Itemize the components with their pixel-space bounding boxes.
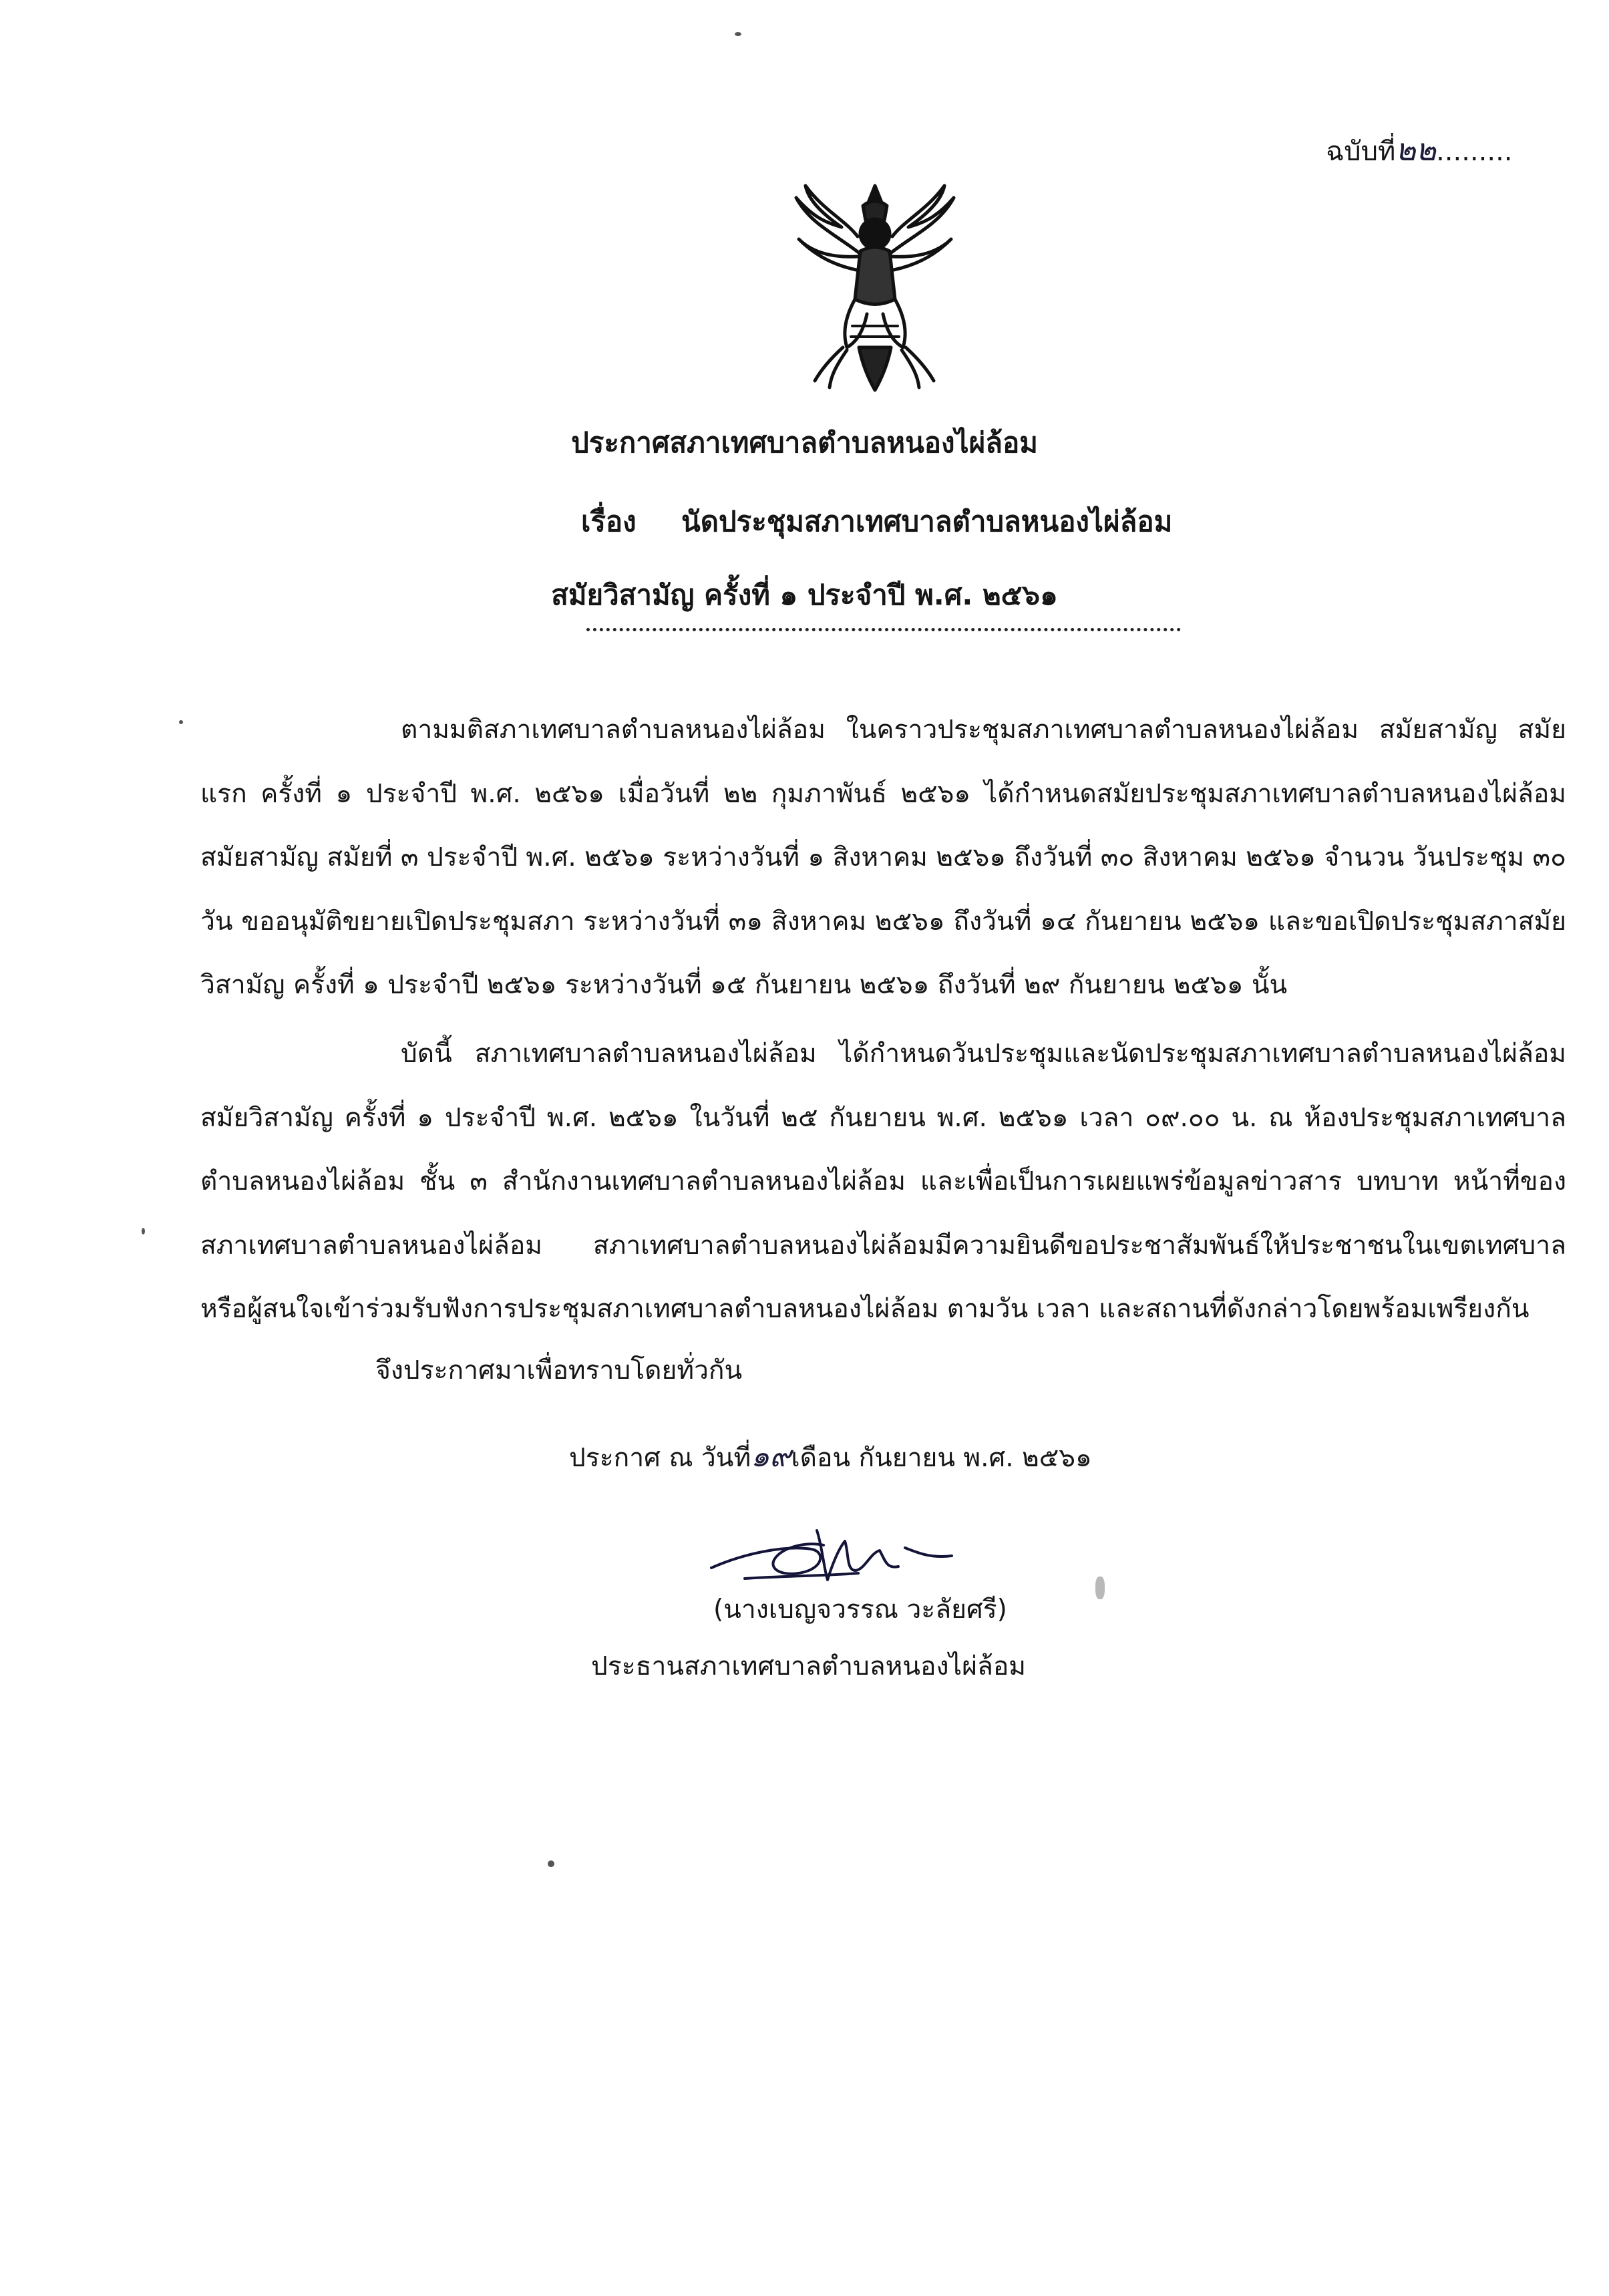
scan-speck: [142, 1228, 145, 1235]
scan-speck: [1095, 1577, 1105, 1599]
date-suffix: เดือน กันยายน พ.ศ. ๒๕๖๑: [791, 1443, 1092, 1473]
handwritten-signature: [705, 1506, 958, 1600]
signer-position: ประธานสภาเทศบาลตำบลหนองไผ่ล้อม: [591, 1651, 1026, 1681]
dotted-divider: [586, 628, 1181, 631]
copy-number-dots: .........: [1436, 136, 1513, 167]
paragraph-2-text: บัดนี้ สภาเทศบาลตำบลหนองไผ่ล้อม ได้กำหนดวันประชุมและนัดประชุมสภาเทศบาลตำบลหนองไผ่ล้อม สมัยวิสามัญ ครั้งที่ ๑ ประจำปี พ.ศ. ๒๕๖๑ ในวันที่ ๒๕ กันยายน พ.ศ. ๒๕๖๑ เวลา ๐๙.๐๐ น. ณ ห้องประชุมสภาเทศบาลตำบลหนองไผ่ล้อม ชั้น ๓ สำนักงานเทศบาลตำบลหนองไผ่ล้อม และเพื่อเป็นการเผยแพร่ข้อมูลข่าวสาร บทบาท หน้าที่ของสภาเทศบาลตำบลหนองไผ่ล้อม สภาเทศบาลตำบลหนองไผ่ล้อมมีความยินดีขอประชาสัมพันธ์ให้ประชาชนในเขตเทศบาลหรือผู้สนใจเข้าร่วมรับฟังการประชุมสภาเทศบาลตำบลหนองไผ่ล้อม ตามวัน เวลา และสถานที่ดังกล่าวโดยพร้อมเพรียงกัน: [200, 1039, 1566, 1324]
scan-speck: [548, 1860, 554, 1867]
session-line: สมัยวิสามัญ ครั้งที่ ๑ ประจำปี พ.ศ. ๒๕๖๑: [551, 579, 1058, 611]
subject-text: นัดประชุมสภาเทศบาลตำบลหนองไผ่ล้อม: [681, 505, 1173, 538]
paragraph-1-text: ตามมติสภาเทศบาลตำบลหนองไผ่ล้อม ในคราวประชุมสภาเทศบาลตำบลหนองไผ่ล้อม สมัยสามัญ สมัยแรก ครั้งที่ ๑ ประจำปี พ.ศ. ๒๕๖๑ เมื่อวันที่ ๒๒ กุมภาพันธ์ ๒๕๖๑ ได้กำหนดสมัยประชุมสภาเทศบาลตำบลหนองไผ่ล้อม สมัยสามัญ สมัยที่ ๓ ประจำปี พ.ศ. ๒๕๖๑ ระหว่างวันที่ ๑ สิงหาคม ๒๕๖๑ ถึงวันที่ ๓๐ สิงหาคม ๒๕๖๑ จำนวน วันประชุม ๓๐ วัน ขออนุมัติขยายเปิดประชุมสภา ระหว่างวันที่ ๓๑ สิงหาคม ๒๕๖๑ ถึงวันที่ ๑๔ กันยายน ๒๕๖๑ และขอเปิดประชุมสภาสมัยวิสามัญ ครั้งที่ ๑ ประจำปี ๒๕๖๑ ระหว่างวันที่ ๑๕ กันยายน ๒๕๖๑ ถึงวันที่ ๒๙ กันยายน ๒๕๖๑ นั้น: [200, 715, 1566, 1000]
scan-speck: [735, 32, 741, 36]
announcement-subject: [581, 500, 1172, 544]
date-prefix: ประกาศ ณ วันที่: [569, 1443, 751, 1473]
date-day-handwritten: ๑๙: [751, 1440, 791, 1474]
copy-number: [1326, 126, 1513, 174]
announcement-title: ประกาศสภาเทศบาลตำบลหนองไผ่ล้อม: [571, 426, 1038, 459]
body-paragraph-2: [200, 1022, 1566, 1341]
subject-label: เรื่อง: [581, 505, 637, 538]
body-paragraph-1: [200, 698, 1566, 1017]
garuda-emblem-icon: [788, 172, 962, 396]
announcement-date: [569, 1433, 1092, 1480]
signer-name: (นางเบญจวรรณ วะลัยศรี): [713, 1595, 1007, 1625]
copy-number-value: ๒๒: [1395, 132, 1437, 168]
scan-speck: [179, 720, 183, 724]
copy-number-label: ฉบับที่: [1326, 136, 1396, 167]
closing-line: จึงประกาศมาเพื่อทราบโดยทั่วกัน: [375, 1355, 743, 1385]
